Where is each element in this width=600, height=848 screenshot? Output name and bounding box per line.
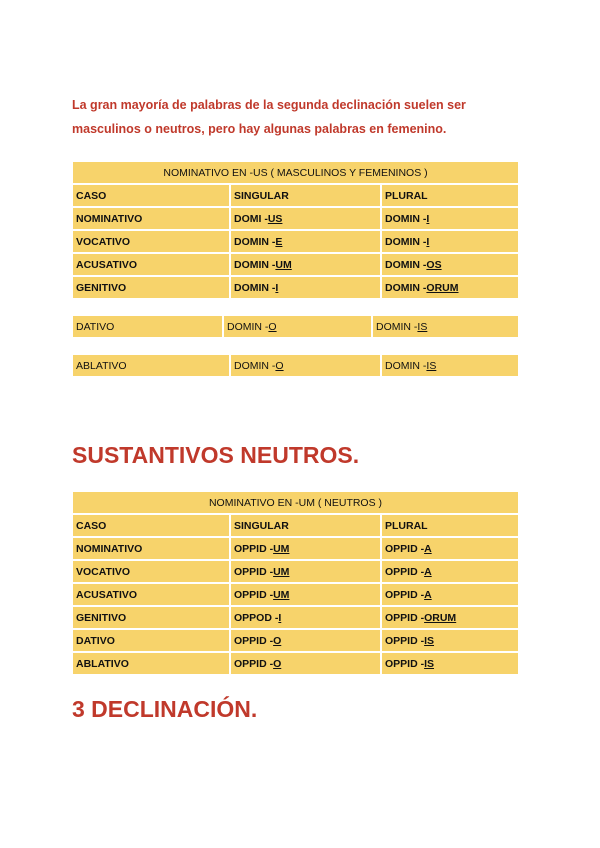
singular-cell: OPPOD -I — [230, 606, 381, 629]
singular-cell: OPPID -O — [230, 629, 381, 652]
table-row — [72, 207, 519, 230]
case-cell: DATIVO — [72, 629, 230, 652]
plural-cell: DOMIN -OS — [381, 253, 519, 276]
plural-cell: OPPID -ORUM — [381, 606, 519, 629]
case-cell: GENITIVO — [72, 276, 230, 299]
case-cell: VOCATIVO — [72, 230, 230, 253]
intro-line-1: La gran mayoría de palabras de la segunda declinación suelen ser — [72, 98, 466, 112]
table-row — [72, 537, 519, 560]
plural-cell: DOMIN -I — [381, 230, 519, 253]
plural-cell: OPPID -A — [381, 560, 519, 583]
singular-cell: OPPID -UM — [230, 560, 381, 583]
singular-cell: OPPID -UM — [230, 583, 381, 606]
table-row — [72, 560, 519, 583]
header-plural: PLURAL — [381, 184, 519, 207]
singular-cell: OPPID -O — [230, 652, 381, 675]
singular-cell: DOMIN -O — [230, 354, 381, 377]
ablativo-table — [72, 354, 519, 377]
table-row — [72, 583, 519, 606]
table-row — [72, 276, 519, 299]
case-cell: ABLATIVO — [72, 354, 230, 377]
case-cell: NOMINATIVO — [72, 207, 230, 230]
case-cell: NOMINATIVO — [72, 537, 230, 560]
declension-table-um — [72, 491, 519, 675]
dativo-table — [72, 315, 519, 338]
plural-cell: OPPID -A — [381, 537, 519, 560]
table-row — [72, 253, 519, 276]
singular-cell: DOMIN -O — [223, 315, 372, 338]
table-row — [72, 606, 519, 629]
heading-neutros: SUSTANTIVOS NEUTROS. — [72, 442, 360, 468]
header-plural: PLURAL — [381, 514, 519, 537]
plural-cell: OPPID -A — [381, 583, 519, 606]
singular-cell: OPPID -UM — [230, 537, 381, 560]
intro-line-2: masculinos o neutros, pero hay algunas palabras en femenino. — [72, 122, 447, 136]
singular-cell: DOMIN -E — [230, 230, 381, 253]
header-singular: SINGULAR — [230, 184, 381, 207]
plural-cell: DOMIN -IS — [381, 354, 519, 377]
table-row — [72, 230, 519, 253]
case-cell: ACUSATIVO — [72, 583, 230, 606]
heading-3-declinacion: 3 DECLINACIÓN. — [72, 696, 258, 722]
plural-cell: OPPID -IS — [381, 652, 519, 675]
header-caso: CASO — [72, 184, 230, 207]
plural-cell: DOMIN -ORUM — [381, 276, 519, 299]
plural-cell: DOMIN -IS — [372, 315, 519, 338]
table-row — [72, 629, 519, 652]
declension-table-us — [72, 161, 519, 299]
table-row — [72, 315, 519, 338]
singular-cell: DOMIN -I — [230, 276, 381, 299]
case-cell: GENITIVO — [72, 606, 230, 629]
case-cell: DATIVO — [72, 315, 223, 338]
case-cell: ABLATIVO — [72, 652, 230, 675]
case-cell: ACUSATIVO — [72, 253, 230, 276]
header-caso: CASO — [72, 514, 230, 537]
plural-cell: DOMIN -I — [381, 207, 519, 230]
intro-paragraph — [72, 93, 532, 141]
table-row — [72, 354, 519, 377]
singular-cell: DOMIN -UM — [230, 253, 381, 276]
header-singular: SINGULAR — [230, 514, 381, 537]
table-title: NOMINATIVO EN -US ( MASCULINOS Y FEMENINOS ) — [72, 161, 519, 184]
singular-cell: DOMI -US — [230, 207, 381, 230]
case-cell: VOCATIVO — [72, 560, 230, 583]
plural-cell: OPPID -IS — [381, 629, 519, 652]
table-title: NOMINATIVO EN -UM ( NEUTROS ) — [72, 491, 519, 514]
table-row — [72, 652, 519, 675]
